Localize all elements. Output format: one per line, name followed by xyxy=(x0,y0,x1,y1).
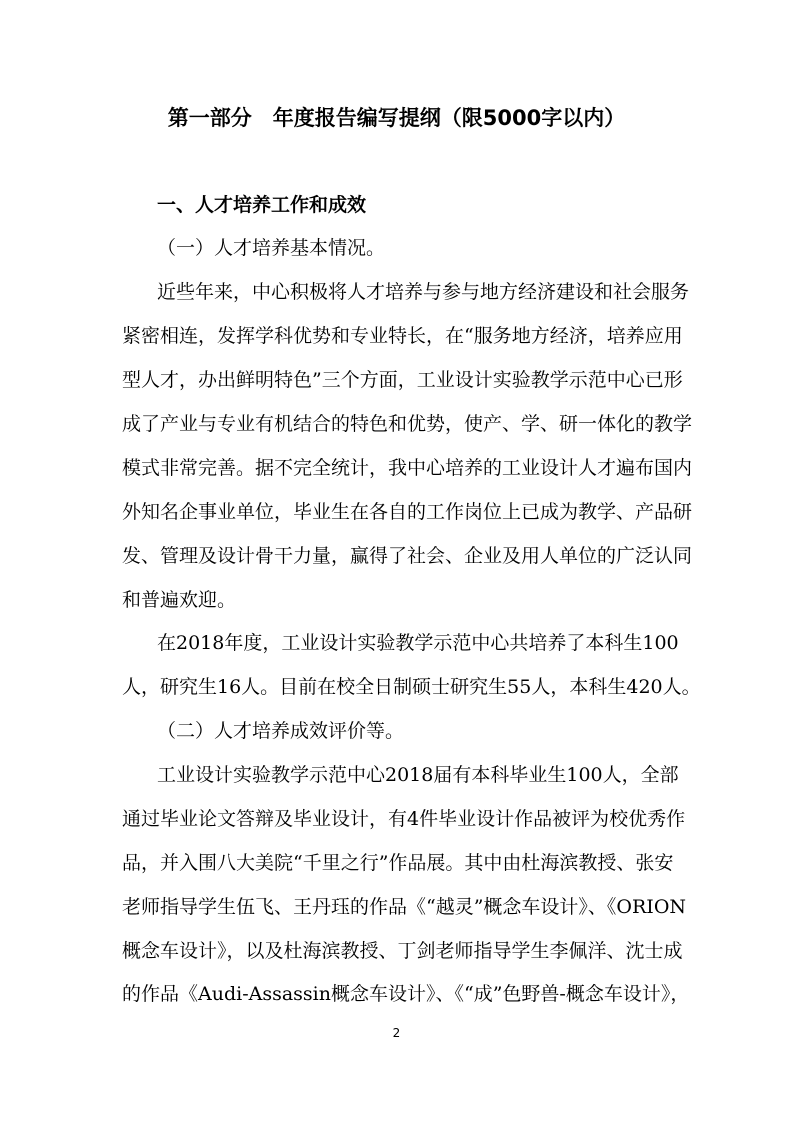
paragraph-line: 通过毕业论文答辩及毕业设计，有4件毕业设计作品被评为校优秀作 xyxy=(122,808,686,830)
paragraph-line: 人，研究生16人。目前在校全日制硕士研究生55人，本科生420人。 xyxy=(122,676,701,698)
paragraph-line: 外知名企事业单位，毕业生在各自的工作岗位上已成为教学、产品研 xyxy=(122,501,693,523)
paragraph-line: 模式非常完善。据不完全统计，我中心培养的工业设计人才遍布国内 xyxy=(122,457,693,479)
paragraph-line: 工业设计实验教学示范中心2018届有本科毕业生100人，全部 xyxy=(157,764,679,786)
paragraph-line: 概念车设计》，以及杜海滨教授、丁剑老师指导学生李佩洋、沈士成 xyxy=(122,940,683,962)
paragraph-line: 型人才，办出鲜明特色”三个方面，工业设计实验教学示范中心已形 xyxy=(122,369,683,391)
paragraph-line: 近些年来，中心积极将人才培养与参与地方经济建设和社会服务 xyxy=(157,281,690,303)
paragraph-line: 紧密相连，发挥学科优势和专业特长，在“服务地方经济，培养应用 xyxy=(122,325,683,347)
page-number: 2 xyxy=(392,1026,401,1040)
paragraph-line: 在2018年度，工业设计实验教学示范中心共培养了本科生100 xyxy=(157,632,679,654)
subsection-heading: （二）人才培养成效评价等。 xyxy=(157,720,405,742)
paragraph-line: 老师指导学生伍飞、王丹珏的作品《“越灵”概念车设计》、《ORION xyxy=(122,896,687,918)
paragraph-line: 品，并入围八大美院“千里之行”作品展。其中由杜海滨教授、张安 xyxy=(122,852,674,874)
paragraph-line: 成了产业与专业有机结合的特色和优势，使产、学、研一体化的教学 xyxy=(122,413,693,435)
section-heading: 一、人才培养工作和成效 xyxy=(157,194,367,216)
page-title: 第一部分 年度报告编写提纲（限5000字以内） xyxy=(167,106,626,130)
paragraph-line: 发、管理及设计骨干力量，赢得了社会、企业及用人单位的广泛认同 xyxy=(122,545,693,567)
paragraph-line: 和普遍欢迎。 xyxy=(122,589,237,611)
paragraph-line: 的作品《Audi-Assassin概念车设计》、《“成”色野兽-概念车设计》， xyxy=(122,983,690,1005)
subsection-heading: （一）人才培养基本情况。 xyxy=(157,237,386,259)
